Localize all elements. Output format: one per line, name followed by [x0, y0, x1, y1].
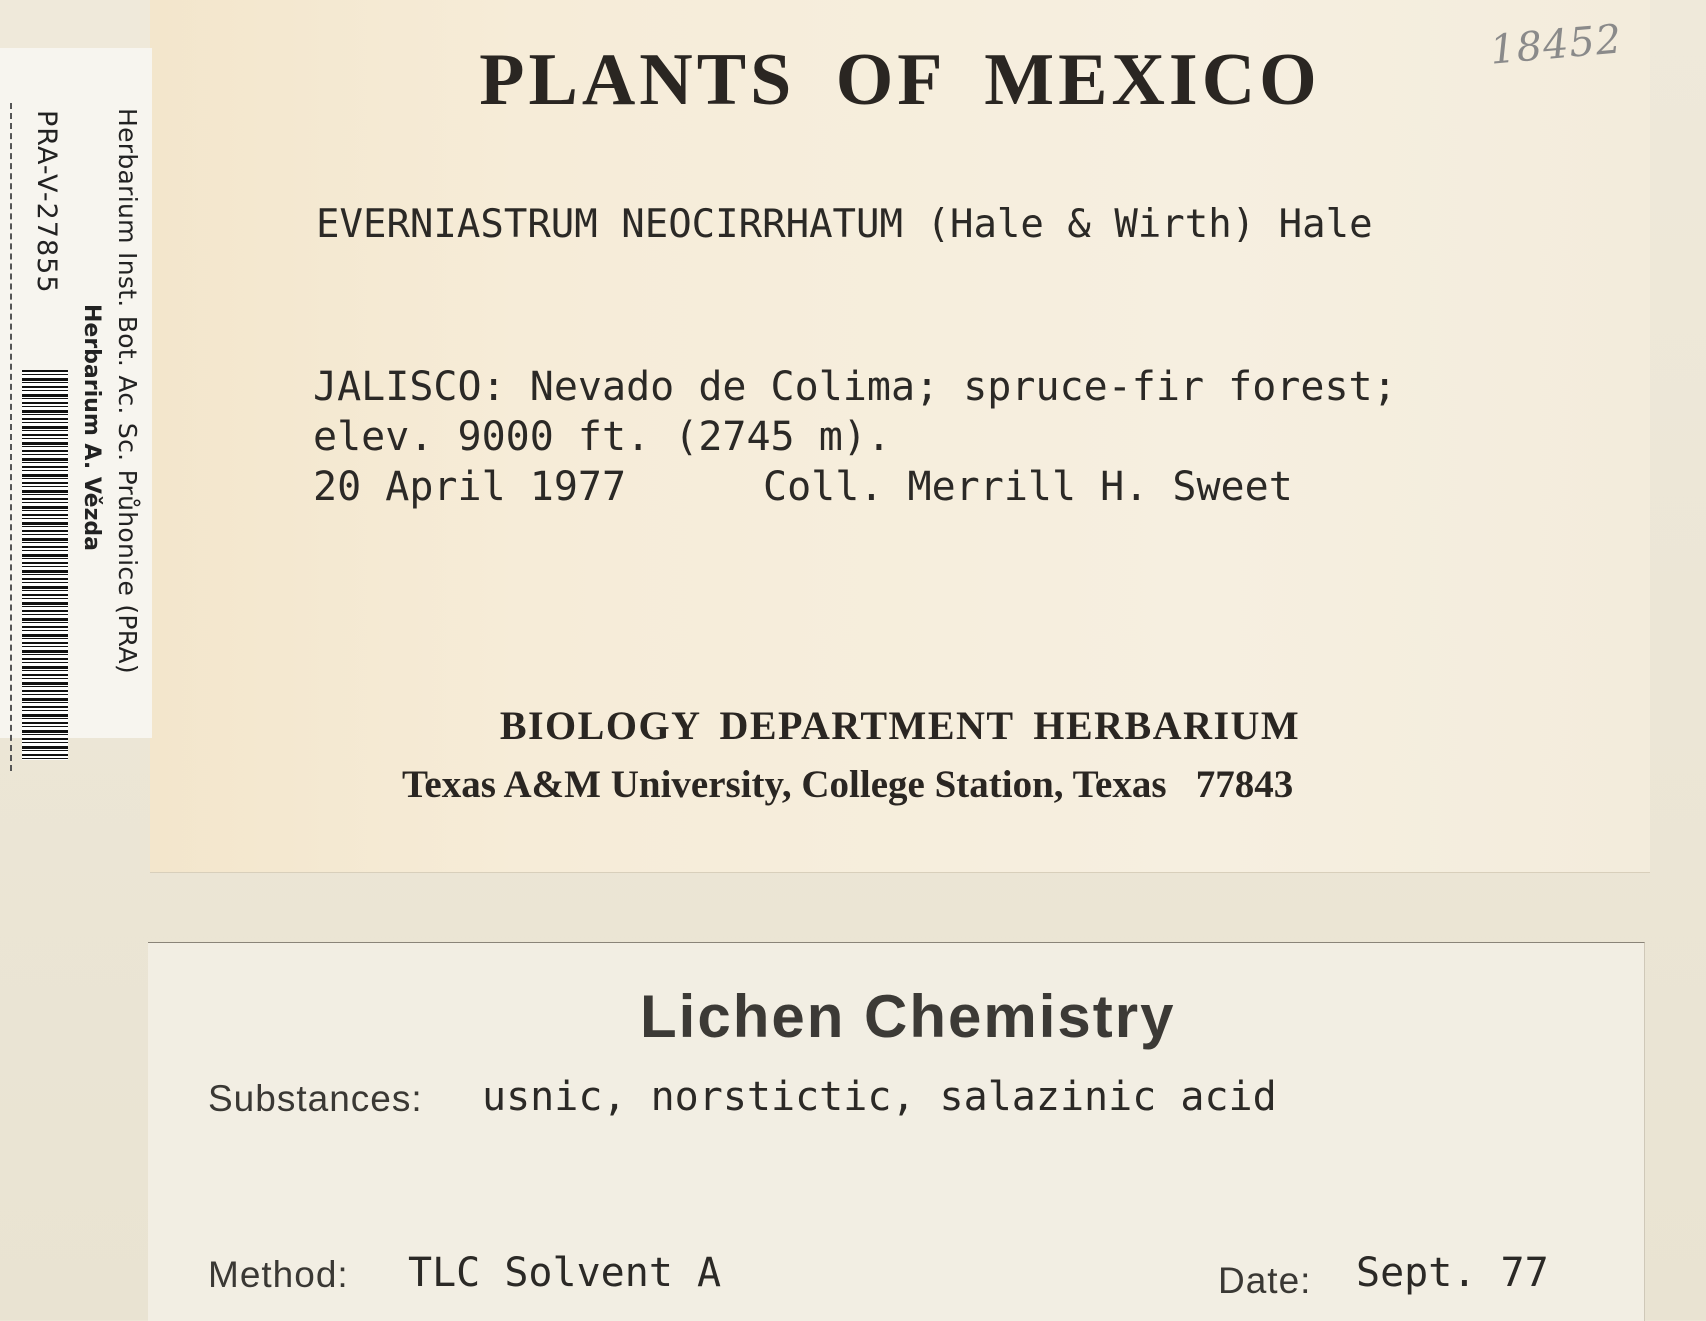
barcode-strip	[0, 48, 152, 738]
barcode	[22, 370, 68, 760]
institution-text: Herbarium Inst. Bot. Ac. Sc. Průhonice (PRA)	[113, 108, 142, 674]
species-name: EVERNIASTRUM NEOCIRRHATUM (Hale & Wirth) Hale	[316, 202, 1373, 247]
handwritten-number: 18452	[1488, 16, 1625, 74]
cut-line	[10, 103, 12, 771]
date-value: Sept. 77	[1356, 1250, 1549, 1296]
substances-value: usnic, norstictic, salazinic acid	[482, 1074, 1277, 1120]
substances-label: Substances:	[208, 1078, 423, 1119]
locality-line-2: elev. 9000 ft. (2745 m).	[313, 414, 891, 460]
locality-line-1: JALISCO: Nevado de Colima; spruce-fir forest;	[313, 364, 1397, 410]
specimen-code: PRA-V-27855	[31, 110, 62, 294]
chemistry-title: Lichen Chemistry	[640, 983, 1176, 1050]
collection-text: Herbarium A. Vězda	[79, 304, 104, 552]
label-title: PLANTS OF MEXICO	[479, 39, 1321, 121]
date-label: Date:	[1218, 1260, 1312, 1301]
department-address: Texas A&M University, College Station, Texas 77843	[402, 763, 1294, 806]
department-name: BIOLOGY DEPARTMENT HERBARIUM	[499, 703, 1301, 748]
collector: Coll. Merrill H. Sweet	[763, 464, 1293, 510]
collection-date: 20 April 1977	[313, 464, 627, 510]
method-value: TLC Solvent A	[408, 1250, 722, 1296]
method-label: Method:	[208, 1254, 349, 1295]
